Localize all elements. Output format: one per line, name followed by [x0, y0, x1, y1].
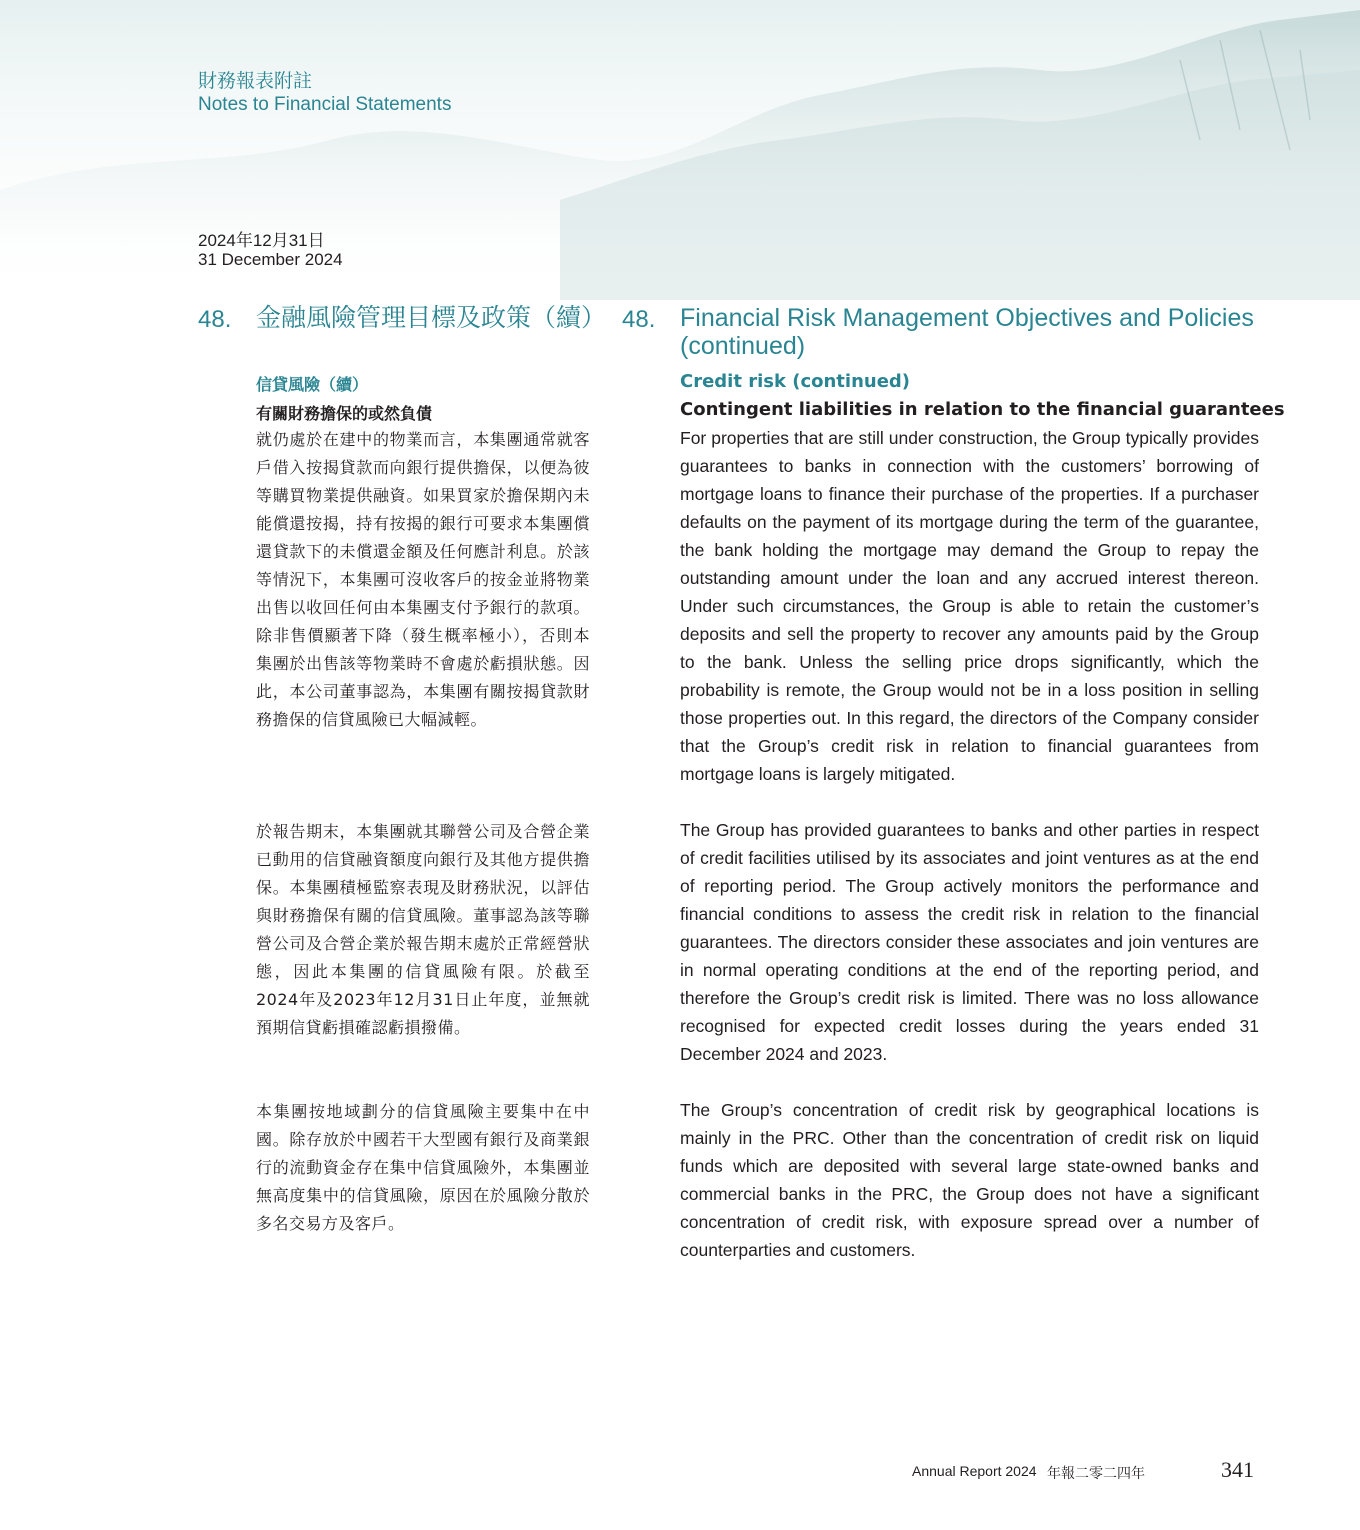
paragraph-2-chinese: 於報告期末，本集團就其聯營公司及合營企業已動用的信貸融資額度向銀行及其他方提供擔保。本集團積極監察表現及財務狀況，以評估與財務擔保有關的信貸風險。董事認為該等聯營公司及合營企業於報告期末處於正常經營狀態，因此本集團的信貸風險有限。於截至2024年及2023年12月31日止年度，並無就預期信貸虧損確認虧損撥備。 [256, 822, 590, 1037]
footer-annual-report-chinese: 年報二零二四年 [1047, 1465, 1145, 1481]
contingent-liabilities-heading-chinese: 有關財務擔保的或然負債 [256, 404, 433, 423]
paragraph-3-english: The Group’s concentration of credit risk by geographical locations is mainly in the PRC. Other than the concentration of credit risk on liquid funds which are deposited with several large state-owned banks and commercial banks in the PRC, the Group does not have a significant concentration of credit risk, with exposure spread over a number of counterparties and customers. [680, 1100, 1259, 1260]
credit-risk-subheading-chinese: 信貸風險（續） [256, 375, 369, 394]
section-number-english: 48. [622, 306, 656, 333]
section-title-chinese: 金融風險管理目標及政策（續） [256, 304, 607, 332]
section-title-english-line2: (continued) [680, 332, 806, 360]
date-chinese: 2024年12月31日 [198, 231, 325, 250]
footer-annual-report-english: Annual Report 2024 [912, 1463, 1037, 1479]
paragraph-1-chinese: 就仍處於在建中的物業而言，本集團通常就客戶借入按揭貸款而向銀行提供擔保，以便為彼等購買物業提供融資。如果買家於擔保期內未能償還按揭，持有按揭的銀行可要求本集團償還貸款下的未償還金額及任何應計利息。於該等情況下，本集團可沒收客戶的按金並將物業出售以收回任何由本集團支付予銀行的款項。除非售價顯著下降（發生概率極小），否則本集團於出售該等物業時不會處於虧損狀態。因此，本公司董事認為，本集團有關按揭貸款財務擔保的信貸風險已大幅減輕。 [256, 430, 590, 729]
contingent-liabilities-heading-english: Contingent liabilities in relation to the financial guarantees [680, 399, 1285, 420]
section-number-chinese: 48. [198, 306, 232, 333]
paragraph-1-english: For properties that are still under construction, the Group typically provides guarantees to banks in connection with the customers’ borrowing of mortgage loans to finance their purchase of the properties. If a purchaser defaults on the payment of its mortgage during the term of the guarantee, the bank holding the mortgage may demand the Group to repay the outstanding amount under the loan and any accrued interest thereon. Under such circumstances, the Group is able to retain the customer’s deposits and sell the property to recover any amounts paid by the Group to the bank. Unless the selling price drops significantly, which the probability is remote, the Group would not be in a loss position in selling those properties out. In this regard, the directors of the Company consider that the Group’s credit risk in relation to financial guarantees from mortgage loans is largely mitigated. [680, 428, 1259, 784]
page-number: 341 [1221, 1457, 1254, 1482]
credit-risk-subheading-english: Credit risk (continued) [680, 371, 911, 392]
paragraph-2-english: The Group has provided guarantees to banks and other parties in respect of credit facilities utilised by its associates and joint ventures as at the end of reporting period. The Group actively monitors the performance and financial conditions to assess the credit risk in relation to the financial guarantees. The directors consider these associates and join ventures are in normal operating conditions at the end of the reporting period, and therefore the Group’s credit risk is limited. There was no loss allowance recognised for expected credit losses during the years ended 31 December 2024 and 2023. [680, 820, 1259, 1064]
section-title-english [680, 304, 1254, 360]
header-title-english: Notes to Financial Statements [198, 94, 452, 115]
date-english: 31 December 2024 [198, 250, 343, 269]
section-title-english-line1: Financial Risk Management Objectives and Policies [680, 304, 1254, 332]
paragraph-3-chinese: 本集團按地域劃分的信貸風險主要集中在中國。除存放於中國若干大型國有銀行及商業銀行的流動資金存在集中信貸風險外，本集團並無高度集中的信貸風險，原因在於風險分散於多名交易方及客戶。 [256, 1102, 590, 1233]
header-title-chinese: 財務報表附註 [198, 71, 313, 92]
